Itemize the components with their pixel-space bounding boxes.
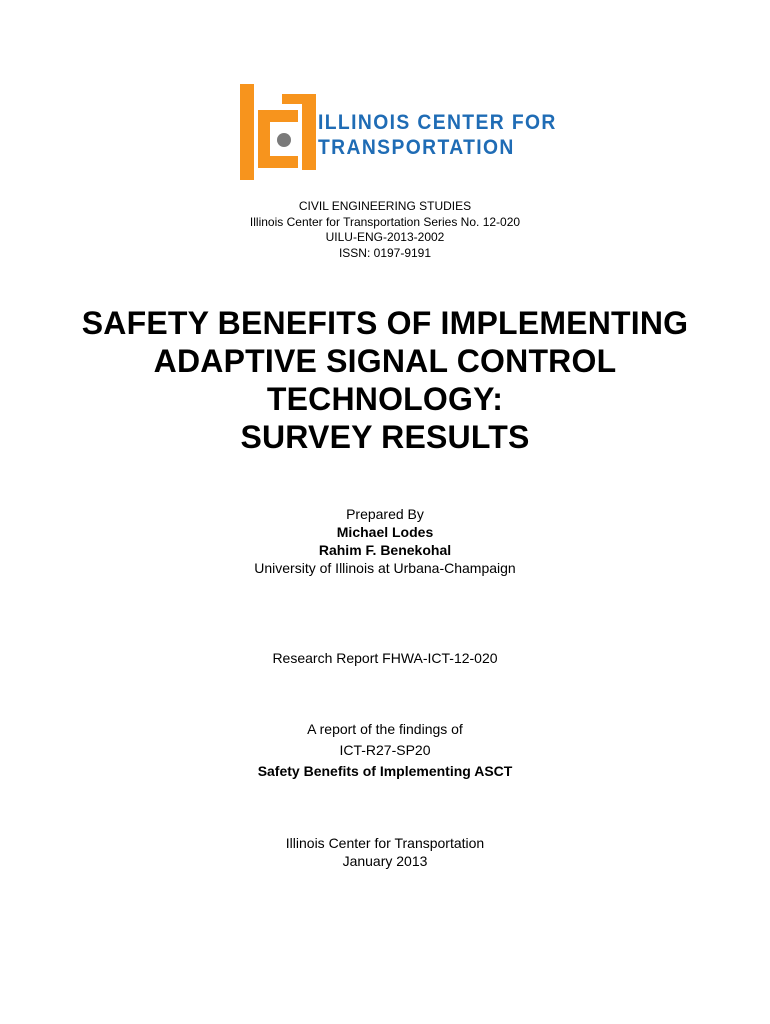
report-title — [0, 304, 770, 456]
logo-wordmark — [318, 110, 557, 160]
publisher-name: Illinois Center for Transportation — [285, 835, 485, 851]
findings-block — [0, 719, 770, 782]
project-code: ICT-R27-SP20 — [339, 742, 431, 758]
author-2: Rahim F. Benekohal — [318, 542, 452, 558]
authors-block — [0, 505, 770, 577]
series-line-2: Illinois Center for Transportation Series No. 12-020 — [249, 214, 521, 229]
prepared-by-label: Prepared By — [346, 506, 424, 522]
project-title: Safety Benefits of Implementing ASCT — [257, 763, 513, 779]
series-info — [0, 199, 770, 261]
title-line-2: ADAPTIVE SIGNAL CONTROL — [153, 343, 617, 379]
publication-date: January 2013 — [342, 853, 428, 869]
report-number: Research Report FHWA-ICT-12-020 — [272, 650, 498, 666]
author-1: Michael Lodes — [336, 524, 434, 540]
title-line-1: SAFETY BENEFITS OF IMPLEMENTING — [81, 305, 689, 341]
title-line-3: TECHNOLOGY: — [266, 381, 504, 417]
findings-intro: A report of the findings of — [307, 721, 463, 737]
series-line-1: CIVIL ENGINEERING STUDIES — [298, 199, 472, 213]
affiliation: University of Illinois at Urbana-Champaign — [254, 560, 516, 576]
logo-line-2: TRANSPORTATION — [318, 136, 515, 159]
series-line-4: ISSN: 0197-9191 — [338, 245, 432, 260]
logo-line-1: ILLINOIS CENTER FOR — [318, 111, 557, 134]
title-line-4: SURVEY RESULTS — [240, 419, 530, 455]
publisher-block — [0, 834, 770, 870]
series-line-3: UILU-ENG-2013-2002 — [325, 230, 445, 244]
